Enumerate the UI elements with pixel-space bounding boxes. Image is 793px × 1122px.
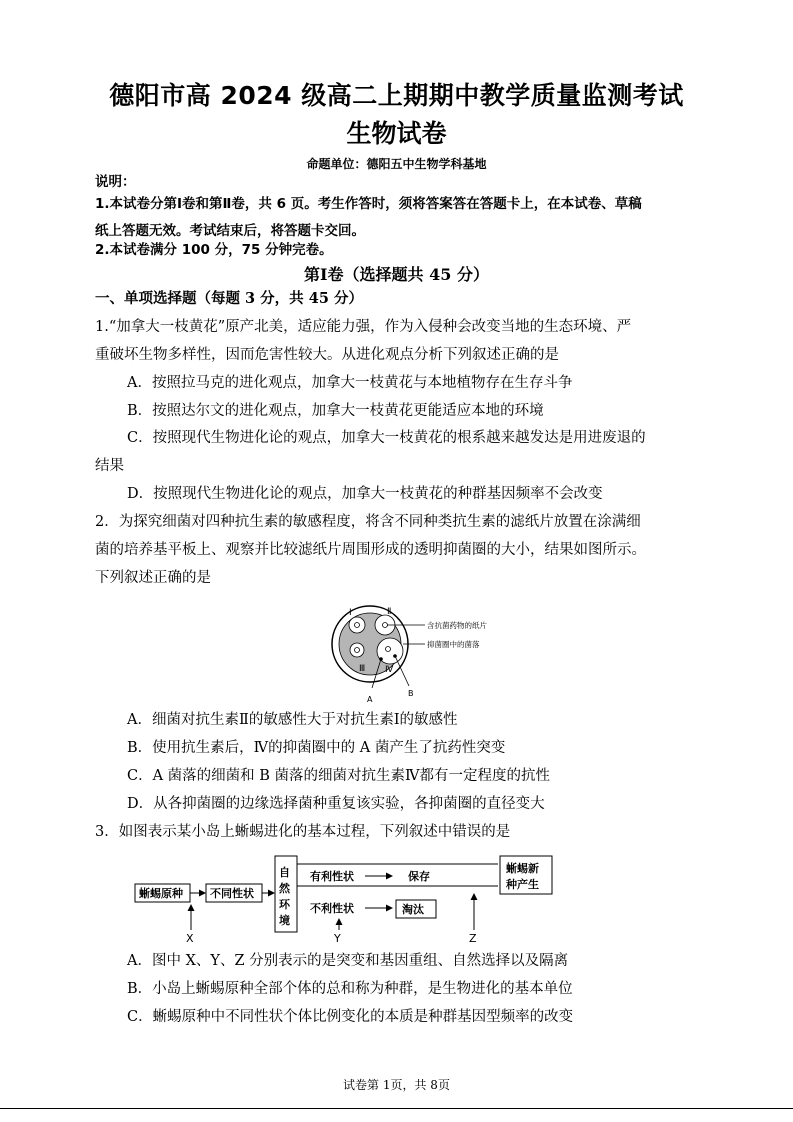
q2-option-d: D．从各抑菌圈的边缘选择菌种重复该实验，各抑菌圈的直径变大 (127, 796, 545, 812)
q3-option-b: B．小岛上蜥蜴原种全部个体的总和称为种群，是生物进化的基本单位 (127, 981, 573, 997)
label-z: Z (469, 932, 477, 945)
authoring-unit: 命题单位：德阳五中生物学科基地 (306, 157, 487, 171)
label-paper-disc: 含抗菌药物的纸片 (427, 621, 487, 630)
text-traits: 不同性状 (210, 887, 254, 900)
lizard-evolution-figure (130, 850, 560, 950)
bottom-rule (0, 1108, 793, 1109)
text-new-species-2: 种产生 (506, 878, 539, 891)
text-new-species-1: 蜥蜴新 (506, 862, 539, 875)
text-favorable-trait: 有利性状 (310, 870, 354, 883)
antibiotic-plate-figure (325, 596, 505, 708)
q1-option-b: B．按照达尔文的进化观点，加拿大一枝黄花更能适应本地的环境 (127, 403, 544, 419)
q1-option-d: D．按照现代生物进化论的观点，加拿大一枝黄花的种群基因频率不会改变 (127, 486, 603, 502)
q2-option-a: A．细菌对抗生素Ⅱ的敏感性大于对抗生素Ⅰ的敏感性 (127, 712, 458, 728)
roman-label-2: Ⅱ (387, 607, 392, 617)
paper-disc-4 (386, 647, 391, 652)
note-2: 2.本试卷满分 100 分，75 分钟完卷。 (95, 242, 333, 258)
section-title: 第Ⅰ卷（选择题共 45 分） (304, 265, 489, 284)
roman-label-3: Ⅲ (359, 664, 366, 674)
exam-title: 德阳市高 2024 级高二上期期中教学质量监测考试 (109, 81, 684, 110)
label-y: Y (334, 932, 341, 945)
q2-stem-line-3: 下列叙述正确的是 (95, 570, 211, 586)
q2-stem-line-1: 2．为探究细菌对四种抗生素的敏感程度，将含不同种类抗生素的滤纸片放置在涂满细 (95, 514, 641, 530)
roman-label-4: Ⅳ (385, 665, 394, 675)
q3-option-c: C．蜥蜴原种中不同性状个体比例变化的本质是种群基因型频率的改变 (127, 1009, 574, 1025)
exam-subject: 生物试卷 (346, 119, 447, 148)
text-env-3: 环 (279, 898, 290, 911)
note-1-line-2: 纸上答题无效。考试结束后，将答题卡交回。 (95, 223, 365, 239)
q1-option-c-line-1: C．按照现代生物进化论的观点，加拿大一枝黄花的根系越来越发达是用进废退的 (127, 430, 646, 446)
roman-label-1: Ⅰ (349, 608, 352, 618)
paper-disc-2 (383, 623, 388, 628)
text-unfavorable-trait: 不利性状 (310, 902, 354, 915)
q2-stem-line-2: 菌的培养基平板上、观察并比较滤纸片周围形成的透明抑菌圈的大小，结果如图所示。 (95, 542, 646, 558)
label-x: X (186, 932, 194, 945)
note-1-line-1: 1.本试卷分第Ⅰ卷和第Ⅱ卷，共 6 页。考生作答时，须将答案答在答题卡上，在本试卷、草稿 (95, 196, 642, 212)
q2-option-b: B．使用抗生素后，Ⅳ的抑菌圈中的 A 菌产生了抗药性突变 (127, 740, 506, 756)
notes-label: 说明： (95, 174, 136, 190)
label-colony: 抑菌圈中的菌落 (427, 640, 480, 649)
q3-stem: 3．如图表示某小岛上蜥蜴进化的基本过程，下列叙述中错误的是 (95, 824, 511, 840)
q1-option-a: A．按照拉马克的进化观点，加拿大一枝黄花与本地植物存在生存斗争 (127, 375, 573, 391)
page-footer: 试卷第 1页，共 8页 (343, 1078, 450, 1092)
q1-option-c-line-2: 结果 (95, 458, 124, 474)
part-title: 一、单项选择题（每题 3 分，共 45 分） (95, 290, 363, 307)
paper-disc-1 (355, 623, 360, 628)
q2-option-c: C．A 菌落的细菌和 B 菌落的细菌对抗生素Ⅳ都有一定程度的抗性 (127, 768, 551, 784)
label-b: B (408, 689, 414, 698)
text-keep: 保存 (408, 870, 430, 883)
text-env-1: 自 (279, 866, 290, 879)
text-env-2: 然 (279, 882, 290, 895)
text-origin-species: 蜥蜴原种 (139, 887, 183, 900)
text-env-4: 境 (279, 914, 290, 927)
q1-stem-line-2: 重破坏生物多样性，因而危害性较大。从进化观点分析下列叙述正确的是 (95, 347, 559, 363)
q1-stem-line-1: 1.“加拿大一枝黄花”原产北美，适应能力强，作为入侵种会改变当地的生态环境、严 (95, 319, 632, 335)
q3-option-a: A．图中 X、Y、Z 分别表示的是突变和基因重组、自然选择以及隔离 (127, 953, 569, 969)
text-eliminate: 淘汰 (402, 903, 424, 916)
paper-disc-3 (355, 648, 360, 653)
label-a: A (367, 695, 373, 704)
